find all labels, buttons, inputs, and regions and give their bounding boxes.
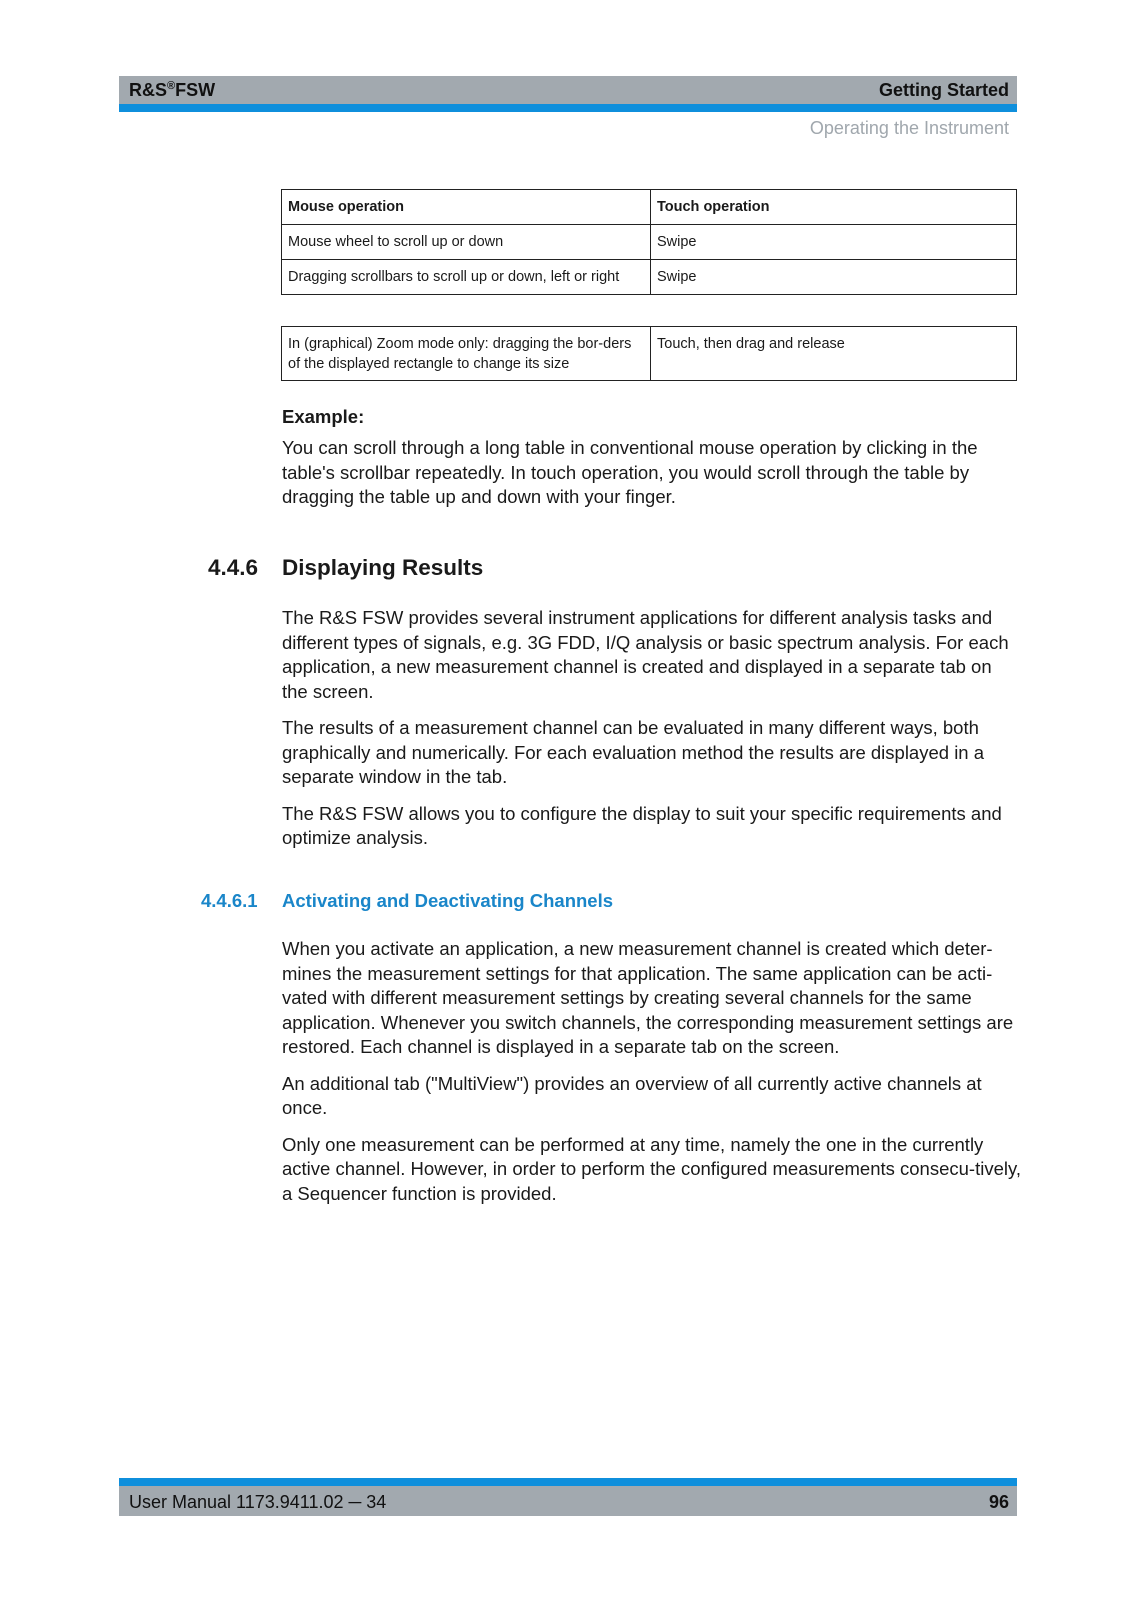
table-header-cell: Mouse operation	[282, 190, 651, 225]
table-row	[282, 327, 1017, 381]
table-header-row	[282, 190, 1017, 225]
section-number: 4.4.6	[208, 555, 259, 580]
page-number: 96	[988, 1492, 1009, 1512]
subsection-body	[282, 937, 1022, 1218]
table-cell: Touch, then drag and release	[651, 327, 1017, 381]
footer-accent-line	[119, 1478, 1017, 1486]
paragraph: You can scroll through a long table in conventional mouse operation by clicking in the table's scrollbar repeatedly. In touch operation, you would scroll through the table by dragging the table up and down with your finger.	[282, 437, 978, 507]
zoom-touch-table	[281, 326, 1017, 381]
product-name: R&S®FSW	[129, 80, 216, 100]
table-cell: Swipe	[651, 260, 1017, 295]
paragraph: When you activate an application, a new measurement channel is created which deter-mines the measurement settings for that application. The same application can be acti-vated with different measurement settings by creating several channels for the same application. Whenever you switch channels, the corresponding measurement settings are restored. Each channel is displayed in a separate tab on the screen.	[282, 938, 1014, 1057]
example-text	[282, 436, 1022, 522]
table-cell: Dragging scrollbars to scroll up or down, left or right	[282, 260, 651, 295]
paragraph: An additional tab ("MultiView") provides an overview of all currently active channels at once.	[282, 1072, 982, 1118]
table-row	[282, 260, 1017, 295]
paragraph: The results of a measurement channel can be evaluated in many different ways, both graphically and numerically. For each evaluation method the results are displayed in a separate window in the tab.	[282, 717, 985, 787]
table-row	[282, 225, 1017, 260]
example-label: Example:	[282, 406, 365, 427]
chapter-title: Getting Started	[878, 80, 1009, 100]
manual-reference: User Manual 1173.9411.02 ─ 34	[129, 1492, 387, 1512]
section-title: Operating the Instrument	[809, 118, 1009, 138]
paragraph: The R&S FSW allows you to configure the display to suit your specific requirements and optimize analysis.	[282, 802, 1002, 848]
table-cell: Mouse wheel to scroll up or down	[282, 225, 651, 260]
section-body	[282, 606, 1022, 863]
subsection-heading: Activating and Deactivating Channels	[282, 890, 614, 911]
table-header-cell: Touch operation	[651, 190, 1017, 225]
mouse-touch-table	[281, 189, 1017, 295]
paragraph: The R&S FSW provides several instrument applications for different analysis tasks and different types of signals, e.g. 3G FDD, I/Q analysis or basic spectrum analysis. For each application, a new measurement channel is created and displayed in a separate tab on the screen.	[282, 607, 1009, 702]
table-cell: Swipe	[651, 225, 1017, 260]
paragraph: Only one measurement can be performed at any time, namely the one in the currently active channel. However, in order to perform the configured measurements consecu-tively, a Sequencer function is provided.	[282, 1133, 1021, 1204]
header-accent-line	[119, 104, 1017, 112]
subsection-number: 4.4.6.1	[201, 890, 258, 911]
table-cell: In (graphical) Zoom mode only: dragging the bor-ders of the displayed rectangle to change its size	[282, 327, 651, 381]
section-heading: Displaying Results	[282, 555, 484, 580]
